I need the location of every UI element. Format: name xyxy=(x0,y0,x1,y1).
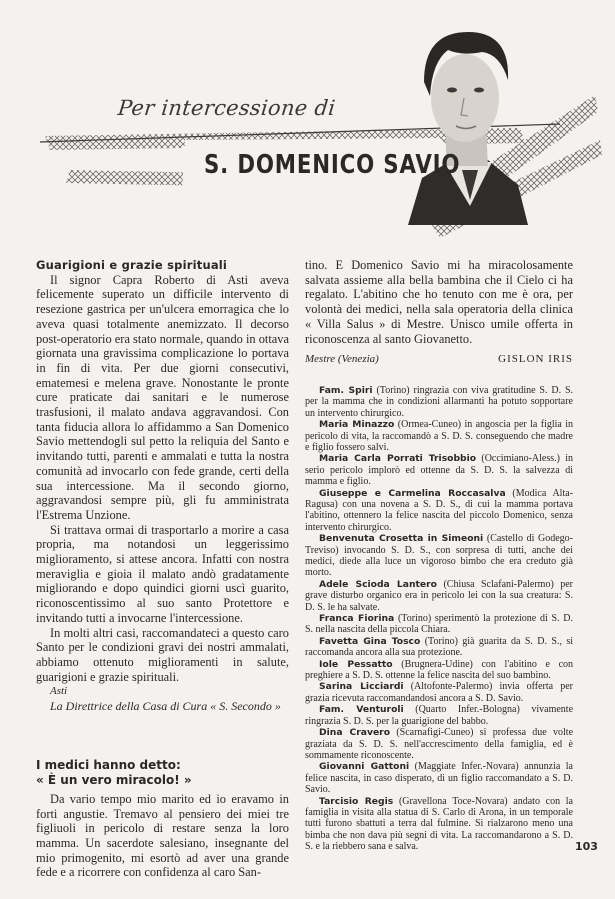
right-column xyxy=(305,258,573,853)
grace-entry-name: Fam. Spiri xyxy=(319,384,373,396)
grace-entry-name: Tarcisio Regis xyxy=(319,795,394,807)
grace-entry xyxy=(305,659,573,682)
grace-entry-name: Adele Scioda Lantero xyxy=(319,578,437,590)
grace-entry-name: Giuseppe e Carmelina Roccasalva xyxy=(319,487,506,499)
grace-entry-text: (Maggiate Infer.-Novara) annunzia la felice nascita, in caso disperato, di un figlio raccomandato a S. D. Savio. xyxy=(305,761,573,796)
signature-name: GISLON IRIS xyxy=(498,353,573,366)
grace-entry-name: Maria Carla Porrati Trisobbio xyxy=(319,453,477,465)
signature-name: La Direttrice della Casa di Cura « S. Secondo » xyxy=(50,699,281,714)
grace-entry-name: Benvenuta Crosetta in Simeoni xyxy=(319,533,484,545)
paragraph: tino. E Domenico Savio mi ha miracolosamente salvata assieme alla bella bambina che il Cielo ci ha regalato. L'abitino che ho tenuto con me è ora, per volontà dei medici, nella sala operatoria della clinica « Villa Salus » di Mestre. Unisco umile offerta in riconoscenza al santo Giovanetto. xyxy=(305,258,573,346)
grace-entry-text: (Chiusa Sclafani-Palermo) per grave disturbo organico era in pericolo lei con la sua creatura: S. D. S. le ha salvate. xyxy=(305,578,573,613)
grace-entry xyxy=(305,636,573,659)
grace-entry xyxy=(305,419,573,453)
grace-entry xyxy=(305,704,573,727)
grace-entry xyxy=(305,488,573,534)
grace-entry-name: Sarina Licciardi xyxy=(319,681,404,693)
grace-entry-text: (Torino) ringrazia con viva gratitudine S. D. S. per la mamma che in condizioni allarmanti ha potuto sopportare un intervento chirurgico. xyxy=(305,384,573,419)
saint-portrait-image xyxy=(378,10,533,225)
page-number: 103 xyxy=(575,840,598,853)
paragraph: Il signor Capra Roberto di Asti aveva felicemente superato un difficile intervento di resezione gastrica per un'ulcera emorragica che lo aveva quasi totalmente anemizzato. Il decorso post-operatorio era stato normale, quando in ottava giornata una gravissima complicazione lo portava in fin di vita. Per due giorni consecutivi, ematemesi e melena grave. Nonostante le pronte cure praticate dai sanitari e le numerose trasfusioni, il malato andava aggravandosi. Con tanta fiducia allora lo affidammo a San Domenico Savio mettendogli sul petto la reliquia del Santo e invitando tutti, parenti e ammalati e tutta la nostra comunità ad invocarlo con fede grande, certi della sua intercessione. Ma il secondo giorno, aggravandosi sempre più, gli fu amministrata l'Estrema Unzione. xyxy=(36,272,289,522)
grace-entry-text: (Torino) già guarita da S. D. S., si raccomanda ancora alla sua protezione. xyxy=(305,635,573,659)
paragraph: In molti altri casi, raccomandateci a questo caro Santo per le condizioni gravi dei nostri ammalati, abbiamo ottenuto miglioramenti in salute, guarigioni e grazie spirituali. xyxy=(36,625,289,684)
grace-entry-text: (Torino) sperimentò la protezione di S. D. S. nella nascita della piccola Chiara. xyxy=(305,613,574,636)
grace-list xyxy=(305,385,573,853)
grace-entry-text: (Scarnafigi-Cuneo) si professa due volte graziata da S. D. S. nell'accrescimento della famiglia, ed è sommamente riconoscente. xyxy=(305,727,574,761)
grace-entry-name: Dina Cravero xyxy=(319,727,391,739)
grace-entry xyxy=(305,385,573,419)
grace-entry-text: (Gravellona Toce-Novara) andato con la famiglia in visita alla statua di S. Carlo di Arona, in un temporale tutti furono sbattuti a terra dal fulmine. Si rialzarono meno una bimba che non dava più segni di vita. La raccomandarono a S. D. S. e la riebbero sana e salva. xyxy=(305,795,573,853)
saint-name-title: S. DOMENICO SAVIO xyxy=(204,150,461,180)
grace-entry-name: Iole Pessatto xyxy=(319,658,393,670)
grace-entry xyxy=(305,796,573,853)
signature xyxy=(305,352,573,367)
signature-place: Asti xyxy=(50,685,68,698)
grace-entry xyxy=(305,533,573,579)
grace-entry-text: (Brugnera-Udine) con l'abitino e con preghiere a S. D. S. ottenne la felice nascita del suo bambino. xyxy=(305,658,574,682)
grace-entry-name: Maria Minazzo xyxy=(319,419,395,431)
grace-entry xyxy=(305,681,573,704)
grace-entry-text: (Castello di Godego-Treviso) invocando S. D. S., con sorpresa di tutti, anche dei medici, diede alla luce un vigoroso bimbo che era creduto già morto. xyxy=(305,533,574,579)
grace-entry-text: (Modica Alta-Ragusa) con una novena a S. D. S., di cui la mamma portava l'abitino, ottennero la felice nascita del piccolo Domenico, senza intervento chirurgico. xyxy=(305,487,573,533)
paragraph: Da vario tempo mio marito ed io eravamo in forti angustie. Tremavo al pensiero dei miei tre figliuoli in pericolo di restare senza la loro mamma. Un sacerdote salesiano, insegnante del mio primogenito, mi esortò ad aver una grande fede e a ricorrere con confidenza al caro San- xyxy=(36,791,289,880)
grace-entry xyxy=(305,727,573,761)
grace-entry-name: Franca Fiorina xyxy=(319,613,395,625)
section-title: Guarigioni e grazie spirituali xyxy=(36,258,228,272)
grace-entry xyxy=(305,579,573,613)
grace-entry-text: (Ormea-Cuneo) in angoscia per la figlia in pericolo di vita, la raccomandò a S. D. S. conseguendo che madre e figlio fossero salvi. xyxy=(305,419,574,453)
section-title-2 xyxy=(36,758,289,788)
section-title-line: « È un vero miracolo! » xyxy=(36,772,192,787)
left-column xyxy=(36,258,289,880)
grace-entry-name: Favetta Gina Tosco xyxy=(319,635,421,647)
signature-place: Mestre (Venezia) xyxy=(305,353,379,366)
script-title: Per intercessione di xyxy=(116,96,337,120)
grace-entry-name: Fam. Venturoli xyxy=(319,704,404,716)
grace-entry xyxy=(305,761,573,795)
grace-entry-text: (Occimiano-Aless.) in serio pericolo implorò ed ottenne da S. D. S. la salvezza di mamma e figlio. xyxy=(305,453,573,488)
grace-entry-text: (Altofonte-Palermo) invia offerta per grazia ricevuta raccomandandosi ancora a S. D. Savio. xyxy=(305,681,573,704)
grace-entry-name: Giovanni Gattoni xyxy=(319,761,410,773)
grace-entry-text: (Quarto Infer.-Bologna) vivamente ringrazia S. D. S. per la guarigione del babbo. xyxy=(305,704,574,727)
page-header xyxy=(0,0,615,255)
section-title-line: I medici hanno detto: xyxy=(36,757,181,772)
paragraph: Si trattava ormai di trasportarlo a morire a casa propria, ma notandosi un leggerissimo miglioramento, si attese ancora. Infatti con nostra meraviglia e gioia il malato andò gradatamente migliorando e dopo quindici giorni uscì guarito, riconoscentissimo al suo santo Protettore e invitando tutti a invocarne l'intercessione. xyxy=(36,522,289,625)
grace-entry xyxy=(305,613,573,636)
grace-entry xyxy=(305,453,573,487)
